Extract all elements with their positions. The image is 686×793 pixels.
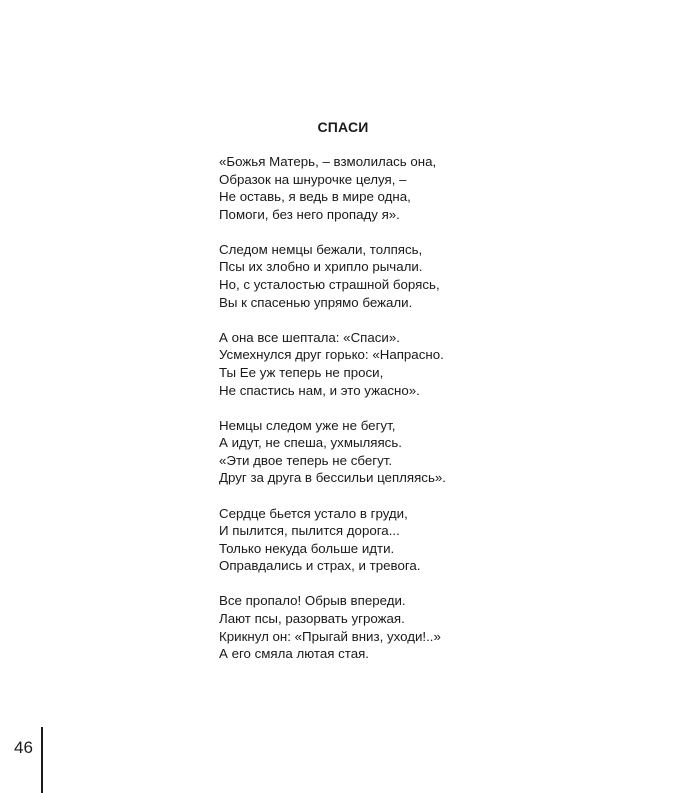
poem-line: А она все шептала: «Спаси». (219, 329, 400, 345)
poem-line: Не оставь, я ведь в мире одна, (219, 189, 411, 205)
poem-line: Только некуда больше идти. (219, 540, 395, 556)
poem-line: Сердце бьется устало в груди, (219, 505, 408, 521)
poem-line: Не спастись нам, и это ужасно». (219, 382, 420, 398)
poem-line: Лают псы, разорвать угрожая. (219, 610, 405, 626)
poem-line: Немцы следом уже не бегут, (219, 417, 396, 433)
stanza-6 (219, 592, 639, 662)
poem-line: И пылится, пылится дорога... (219, 523, 400, 539)
poem-line: А идут, не спеша, ухмыляясь. (219, 435, 402, 451)
poem-line: Ты Ее уж теперь не проси, (219, 364, 384, 380)
poem-line: Крикнул он: «Прыгай вниз, уходи!..» (219, 628, 441, 644)
poem-line: «Божья Матерь, – взмолилась она, (219, 154, 437, 169)
poem-line: «Эти двое теперь не сбегут. (219, 452, 393, 468)
poem-line: Но, с усталостью страшной борясь, (219, 277, 440, 293)
poem-line: Друг за друга в бессильи цепляясь». (219, 470, 446, 486)
stanza-1 (219, 153, 639, 223)
page-number-divider (41, 727, 43, 793)
poem-line: Псы их злобно и хрипло рычали. (219, 259, 423, 275)
poem-body (219, 153, 639, 680)
stanza-5 (219, 505, 639, 575)
page-number: 46 (14, 738, 33, 757)
poem-title: СПАСИ (317, 119, 369, 135)
poem-line: Вы к спасенью упрямо бежали. (219, 294, 413, 310)
poem-line: А его смяла лютая стая. (219, 646, 369, 662)
poem-line: Все пропало! Обрыв впереди. (219, 593, 406, 609)
poem-line: Оправдались и страх, и тревога. (219, 558, 421, 574)
stanza-4 (219, 417, 639, 487)
poem-line: Образок на шнурочке целуя, – (219, 171, 407, 187)
stanza-2 (219, 241, 639, 311)
poem-line: Следом немцы бежали, толпясь, (219, 241, 423, 257)
poem-line: Помоги, без него пропаду я». (219, 206, 400, 222)
poem-line: Усмехнулся друг горько: «Напрасно. (219, 347, 444, 363)
stanza-3 (219, 329, 639, 399)
